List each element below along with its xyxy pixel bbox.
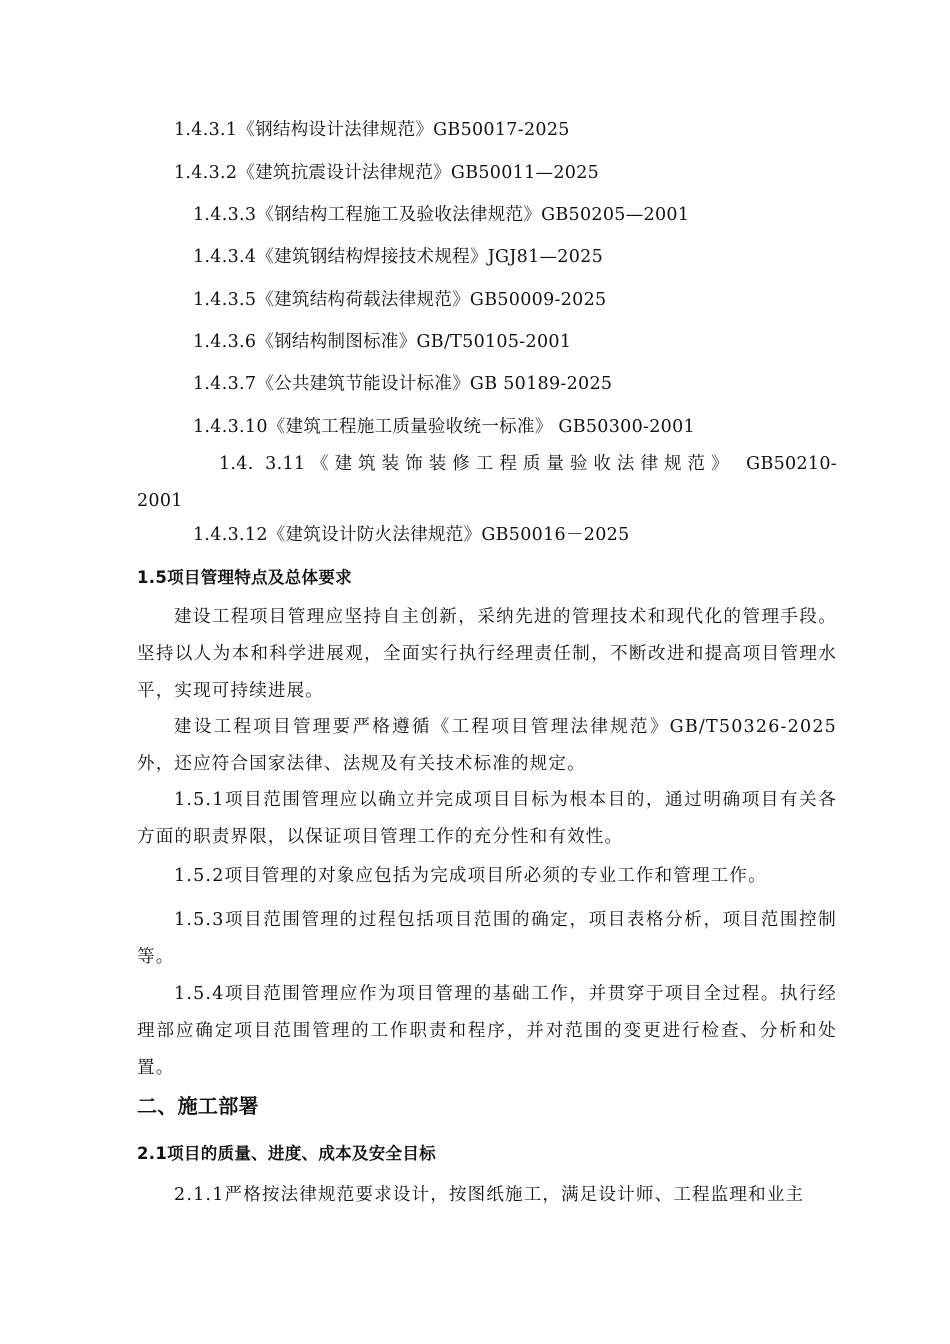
paragraph-1-5-standard: 建设工程项目管理要严格遵循《工程项目管理法律规范》GB/T50326-2025外，还应符合国家法律、法规及有关技术标准的规定。	[137, 717, 837, 774]
reference-6: 1.4.3.6《钢结构制图标准》GB/T50105-2001	[193, 332, 572, 352]
reference-12: 1.4.3.12《建筑设计防火法律规范》GB50016－2025	[193, 525, 630, 545]
reference-2: 1.4.3.2《建筑抗震设计法律规范》GB50011—2025	[174, 163, 600, 183]
reference-11-line-1: 1.4. 3.11《建筑装饰装修工程质量验收法律规范》 GB50210-	[219, 454, 837, 474]
paragraph-1-5-intro: 建设工程项目管理应坚持自主创新，采纳先进的管理技术和现代化的管理手段。坚持以人为本和科学进展观，全面实行执行经理责任制，不断改进和提高项目管理水平，实现可持续进展。	[137, 607, 837, 701]
reference-7: 1.4.3.7《公共建筑节能设计标准》GB 50189-2025	[193, 374, 613, 394]
reference-10: 1.4.3.10《建筑工程施工质量验收统一标准》 GB50300-2001	[193, 417, 695, 437]
section-heading-1-5: 1.5项目管理特点及总体要求	[137, 568, 352, 587]
paragraph-1-5-3: 1.5.3项目范围管理的过程包括项目范围的确定，项目表格分析，项目范围控制等。	[137, 910, 837, 967]
section-heading-2: 二、施工部署	[137, 1094, 259, 1118]
reference-11-line-2: 2001	[137, 491, 183, 511]
paragraph-2-1-1: 2.1.1严格按法律规范要求设计，按图纸施工，满足设计师、工程监理和业主	[174, 1185, 805, 1205]
paragraph-1-5-1: 1.5.1项目范围管理应以确立并完成项目目标为根本目的，通过明确项目有关各方面的职责界限，以保证项目管理工作的充分性和有效性。	[137, 790, 837, 847]
paragraph-1-5-4: 1.5.4项目范围管理应作为项目管理的基础工作，并贯穿于项目全过程。执行经理部应确定项目范围管理的工作职责和程序，并对范围的变更进行检查、分析和处置。	[137, 984, 837, 1078]
reference-5: 1.4.3.5《建筑结构荷载法律规范》GB50009-2025	[193, 290, 607, 310]
reference-1: 1.4.3.1《钢结构设计法律规范》GB50017-2025	[174, 120, 570, 140]
reference-4: 1.4.3.4《建筑钢结构焊接技术规程》JGJ81—2025	[193, 247, 604, 267]
paragraph-1-5-2: 1.5.2项目管理的对象应包括为完成项目所必须的专业工作和管理工作。	[174, 866, 767, 886]
reference-11	[137, 446, 837, 520]
reference-3: 1.4.3.3《钢结构工程施工及验收法律规范》GB50205—2001	[193, 205, 690, 225]
section-heading-2-1: 2.1项目的质量、进度、成本及安全目标	[137, 1144, 436, 1163]
